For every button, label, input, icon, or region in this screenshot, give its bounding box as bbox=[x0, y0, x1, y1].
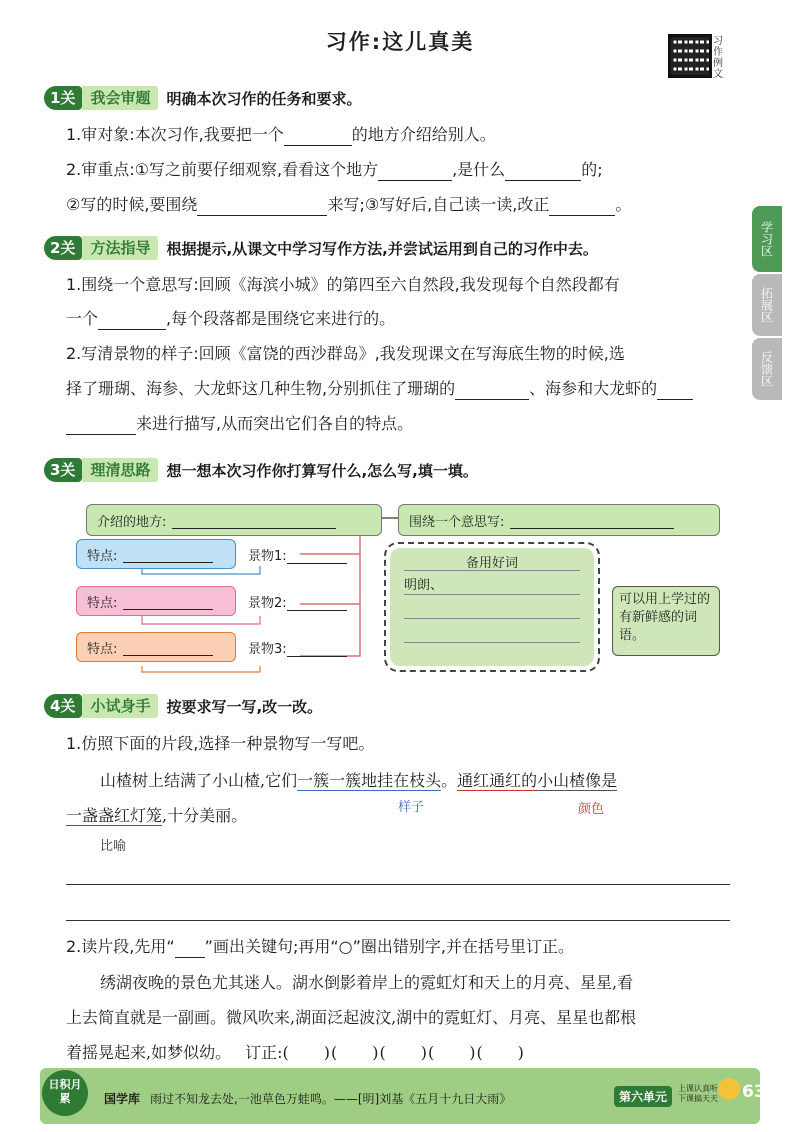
unit-sub: 上课认真听 下课搞天天 bbox=[678, 1084, 718, 1103]
footer-quote: 国学库 雨过不知龙去处,一池草色万蛙鸣。——[明]刘基《五月十九日大雨》 bbox=[104, 1092, 512, 1106]
s2-line-1: 1.围绕一个意思写:回顾《海滨小城》的第四至六自然段,我发现每个自然段都有 bbox=[66, 275, 620, 294]
answer-blank[interactable] bbox=[378, 163, 452, 181]
writing-line[interactable] bbox=[66, 920, 730, 921]
s2-line-3: 2.写清景物的样子:回顾《富饶的西沙群岛》,我发现课文在写海底生物的时候,选 bbox=[66, 344, 625, 363]
section-badge: 4关 bbox=[44, 694, 82, 718]
section-1-header bbox=[44, 86, 361, 110]
s1-line-2: 2.审重点:①写之前要仔细观察,看看这个地方 ,是什么 的; bbox=[66, 160, 603, 179]
section-desc: 明确本次习作的任务和要求。 bbox=[166, 89, 362, 108]
passage-2-line-2: 上去简直就是一副画。微风吹来,湖面泛起波汶,湖中的霓虹灯、月亮、星星也都根 bbox=[66, 1008, 637, 1027]
word-box-title: 备用好词 bbox=[465, 556, 518, 571]
word-example: 明朗、 bbox=[404, 578, 444, 593]
answer-blank[interactable] bbox=[505, 163, 581, 181]
page-title: 习作:这儿真美 bbox=[325, 30, 475, 54]
feature-box-1: 特点: bbox=[76, 539, 236, 569]
side-tab-feedback[interactable]: 反馈区 bbox=[752, 338, 782, 400]
answer-blank[interactable] bbox=[284, 128, 352, 146]
answer-blank[interactable] bbox=[123, 638, 213, 656]
feature-box-3: 特点: bbox=[76, 632, 236, 662]
answer-blank[interactable] bbox=[549, 198, 615, 216]
s1-line-1: 1.审对象:本次习作,我要把一个 的地方介绍给别人。 bbox=[66, 125, 496, 144]
passage-1-line-2: 一盏盏红灯笼,十分美丽。 bbox=[66, 806, 248, 825]
scene-3: 景物3: bbox=[248, 638, 347, 657]
section-3-header bbox=[44, 458, 478, 482]
note-color: 颜色 bbox=[578, 802, 605, 817]
footer-logo: 日积月累 bbox=[42, 1070, 88, 1116]
passage-1-line-1: 山楂树上结满了小山楂,它们一簇一簇地挂在枝头。通红通红的小山楂像是 bbox=[100, 771, 618, 790]
feature-box-2: 特点: bbox=[76, 586, 236, 616]
s2-line-4: 择了珊瑚、海参、大龙虾这几种生物,分别抓住了珊瑚的 、海参和大龙虾的 bbox=[66, 378, 693, 400]
section-desc: 想一想本次习作你打算写什么,怎么写,填一填。 bbox=[166, 461, 478, 480]
writing-line[interactable] bbox=[66, 884, 730, 885]
section-badge: 3关 bbox=[44, 458, 82, 482]
answer-blank[interactable] bbox=[510, 511, 674, 529]
place-box bbox=[86, 504, 382, 536]
scene-2: 景物2: bbox=[248, 592, 347, 611]
s1-line-3: ②写的时候,要围绕 来写;③写好后,自己读一读,改正 。 bbox=[66, 195, 632, 214]
answer-blank[interactable] bbox=[657, 382, 693, 400]
qr-label: 习作例文 bbox=[713, 36, 723, 80]
word-line bbox=[404, 618, 580, 619]
page-number: 63 bbox=[742, 1082, 766, 1102]
note-shape: 样子 bbox=[398, 800, 425, 815]
answer-blank[interactable] bbox=[455, 382, 529, 400]
section-name: 小试身手 bbox=[82, 694, 158, 718]
answer-blank[interactable] bbox=[98, 312, 166, 330]
section-2-header bbox=[44, 236, 598, 260]
passage-2-line-1: 绣湖夜晚的景色尤其迷人。湖水倒影着岸上的霓虹灯和天上的月亮、星星,看 bbox=[100, 973, 634, 992]
section-name: 理清思路 bbox=[82, 458, 158, 482]
answer-blank[interactable] bbox=[287, 593, 347, 611]
s2-line-5: 来进行描写,从而突出它们各自的特点。 bbox=[66, 413, 413, 435]
word-line bbox=[404, 642, 580, 643]
topic-label: 围绕一个意思写: bbox=[409, 514, 505, 530]
scene-1: 景物1: bbox=[248, 545, 347, 564]
q2-prompt: 2.读片段,先用“ ”画出关键句;再用“○”圈出错别字,并在括号里订正。 bbox=[66, 937, 574, 956]
place-label: 介绍的地方: bbox=[97, 514, 167, 530]
tip-box: 可以用上学过的有新鲜感的词语。 bbox=[612, 586, 720, 656]
answer-blank[interactable] bbox=[66, 417, 136, 435]
side-tab-extend[interactable]: 拓展区 bbox=[752, 274, 782, 336]
answer-blank[interactable] bbox=[123, 592, 213, 610]
section-badge: 2关 bbox=[44, 236, 82, 260]
section-4-header bbox=[44, 694, 322, 718]
section-desc: 按要求写一写,改一改。 bbox=[166, 697, 323, 716]
side-tab-study[interactable]: 学习区 bbox=[752, 206, 782, 272]
s2-line-2: 一个 ,每个段落都是围绕它来进行的。 bbox=[66, 309, 396, 328]
note-metaphor: 比喻 bbox=[100, 839, 127, 854]
word-line bbox=[404, 594, 580, 595]
unit-badge: 第六单元 bbox=[614, 1086, 672, 1107]
section-desc: 根据提示,从课文中学习写作方法,并尝试运用到自己的习作中去。 bbox=[166, 239, 598, 258]
qr-code-icon[interactable] bbox=[668, 34, 712, 78]
section-name: 我会审题 bbox=[82, 86, 158, 110]
answer-blank[interactable] bbox=[197, 198, 327, 216]
q1-prompt: 1.仿照下面的片段,选择一种景物写一写吧。 bbox=[66, 734, 375, 753]
answer-blank[interactable] bbox=[172, 511, 336, 529]
answer-blank[interactable] bbox=[287, 639, 347, 657]
section-badge: 1关 bbox=[44, 86, 82, 110]
mascot-icon bbox=[718, 1078, 740, 1100]
answer-blank[interactable] bbox=[287, 546, 347, 564]
word-line bbox=[404, 570, 580, 571]
answer-blank[interactable] bbox=[123, 545, 213, 563]
passage-2-line-3: 着摇晃起来,如梦似幼。 订正:( )( )( )( )( ) bbox=[66, 1043, 525, 1062]
section-name: 方法指导 bbox=[82, 236, 158, 260]
topic-box bbox=[398, 504, 720, 536]
